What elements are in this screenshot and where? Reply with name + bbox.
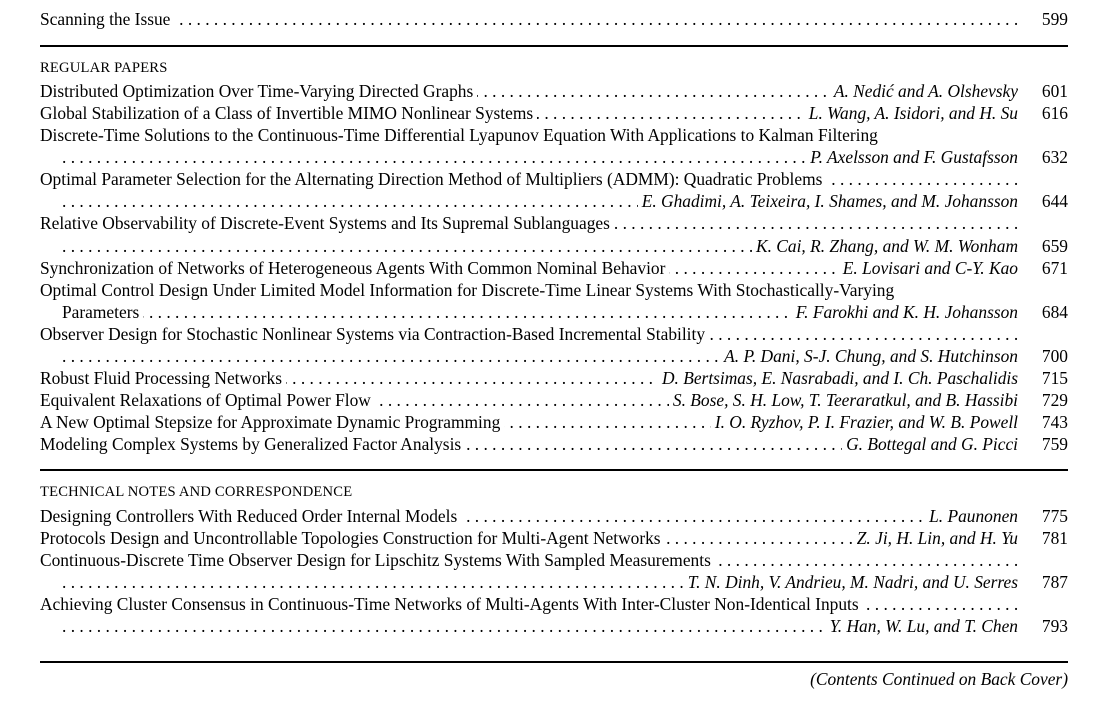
toc-entry-continuation[interactable] xyxy=(62,615,1068,637)
entry-page: 632 xyxy=(1041,147,1068,167)
entry-title: Achieving Cluster Consensus in Continuous-Time Networks of Multi-Agents With Inter-Cluster Non-Identical Inputs xyxy=(40,593,863,615)
toc-entry-title-line[interactable] xyxy=(40,212,1068,234)
toc-entry-title-line[interactable] xyxy=(40,168,1068,190)
toc-entry-title-line[interactable] xyxy=(40,549,1068,571)
entry-title: Optimal Parameter Selection for the Alternating Direction Method of Multipliers (ADMM): Quadratic Problems xyxy=(40,168,826,190)
entry-page: 787 xyxy=(1041,572,1068,592)
entry-title-continued: Parameters xyxy=(62,301,143,323)
entry-title: A New Optimal Stepsize for Approximate Dynamic Programming xyxy=(40,411,504,433)
toc-entry-title-line[interactable] xyxy=(40,124,1068,146)
entry-page: 644 xyxy=(1041,191,1068,211)
toc-entry-continuation[interactable] xyxy=(62,345,1068,367)
toc-entry[interactable] xyxy=(40,411,1068,433)
section-divider xyxy=(40,469,1068,471)
dot-leader xyxy=(40,8,1018,30)
entry-authors: K. Cai, R. Zhang, and W. M. Wonham xyxy=(752,235,1018,257)
toc-entry[interactable] xyxy=(40,257,1068,279)
entry-authors: G. Bottegal and G. Picci xyxy=(842,433,1018,455)
entry-title: Discrete-Time Solutions to the Continuous-Time Differential Lyapunov Equation With Applications to Kalman Filtering xyxy=(40,124,882,146)
entry-authors: D. Bertsimas, E. Nasrabadi, and I. Ch. Paschalidis xyxy=(658,367,1018,389)
entry-page: 775 xyxy=(1041,506,1068,526)
entry-authors: F. Farokhi and K. H. Johansson xyxy=(792,301,1018,323)
entry-page: 616 xyxy=(1041,103,1068,123)
entry-page: 715 xyxy=(1041,368,1068,388)
entry-title: Robust Fluid Processing Networks xyxy=(40,367,286,389)
entry-authors: I. O. Ryzhov, P. I. Frazier, and W. B. Powell xyxy=(711,411,1018,433)
toc-entry-title-line[interactable] xyxy=(40,279,1068,301)
toc-entry-title-line[interactable] xyxy=(40,323,1068,345)
entry-authors: L. Paunonen xyxy=(925,505,1018,527)
entry-title: Protocols Design and Uncontrollable Topologies Construction for Multi-Agent Networks xyxy=(40,527,665,549)
entry-authors: Y. Han, W. Lu, and T. Chen xyxy=(826,615,1018,637)
section-divider xyxy=(40,661,1068,663)
toc-entry[interactable] xyxy=(40,505,1068,527)
entry-title: Optimal Control Design Under Limited Model Information for Discrete-Time Linear Systems With Stochastically-Varying xyxy=(40,279,898,301)
toc-entry[interactable] xyxy=(40,367,1068,389)
entry-page: 659 xyxy=(1041,236,1068,256)
toc-entry-scanning[interactable] xyxy=(40,8,1068,30)
section-divider xyxy=(40,45,1068,47)
toc-entry[interactable] xyxy=(40,80,1068,102)
entry-title: Continuous-Discrete Time Observer Design for Lipschitz Systems With Sampled Measurements xyxy=(40,549,715,571)
entry-page: 599 xyxy=(1041,9,1068,29)
entry-authors: E. Ghadimi, A. Teixeira, I. Shames, and M. Johansson xyxy=(638,190,1018,212)
toc-entry[interactable] xyxy=(40,527,1068,549)
toc-entry-continuation[interactable] xyxy=(62,235,1068,257)
entry-page: 671 xyxy=(1041,258,1068,278)
entry-authors: S. Bose, S. H. Low, T. Teeraratkul, and B. Hassibi xyxy=(669,389,1018,411)
entry-page: 743 xyxy=(1041,412,1068,432)
section-heading-regular: REGULAR PAPERS xyxy=(40,60,168,76)
entry-authors: P. Axelsson and F. Gustafsson xyxy=(806,146,1018,168)
entry-authors: Z. Ji, H. Lin, and H. Yu xyxy=(853,527,1018,549)
entry-title: Distributed Optimization Over Time-Varying Directed Graphs xyxy=(40,80,477,102)
toc-entry-continuation[interactable] xyxy=(62,190,1068,212)
entry-page: 700 xyxy=(1041,346,1068,366)
entry-title: Relative Observability of Discrete-Event Systems and Its Supremal Sublanguages xyxy=(40,212,614,234)
entry-title: Scanning the Issue xyxy=(40,8,174,30)
entry-title: Global Stabilization of a Class of Invertible MIMO Nonlinear Systems xyxy=(40,102,537,124)
section-heading-technical: TECHNICAL NOTES AND CORRESPONDENCE xyxy=(40,484,353,500)
entry-page: 729 xyxy=(1041,390,1068,410)
entry-authors: A. Nedić and A. Olshevsky xyxy=(830,80,1018,102)
entry-title: Equivalent Relaxations of Optimal Power Flow xyxy=(40,389,375,411)
entry-page: 759 xyxy=(1041,434,1068,454)
entry-title: Designing Controllers With Reduced Order Internal Models xyxy=(40,505,461,527)
toc-entry-continuation[interactable] xyxy=(62,146,1068,168)
toc-entry[interactable] xyxy=(40,102,1068,124)
toc-entry[interactable] xyxy=(40,433,1068,455)
entry-title: Modeling Complex Systems by Generalized Factor Analysis xyxy=(40,433,465,455)
entry-authors: E. Lovisari and C-Y. Kao xyxy=(839,257,1018,279)
entry-page: 781 xyxy=(1041,528,1068,548)
entry-authors: T. N. Dinh, V. Andrieu, M. Nadri, and U. Serres xyxy=(684,571,1018,593)
toc-entry-continuation[interactable] xyxy=(62,301,1068,323)
toc-entry-title-line[interactable] xyxy=(40,593,1068,615)
entry-page: 684 xyxy=(1041,302,1068,322)
entry-title: Synchronization of Networks of Heterogeneous Agents With Common Nominal Behavior xyxy=(40,257,669,279)
toc-entry[interactable] xyxy=(40,389,1068,411)
entry-title: Observer Design for Stochastic Nonlinear Systems via Contraction-Based Incremental Stability xyxy=(40,323,709,345)
toc-entry-continuation[interactable] xyxy=(62,571,1068,593)
contents-continued-note: (Contents Continued on Back Cover) xyxy=(810,669,1068,689)
entry-authors: A. P. Dani, S-J. Chung, and S. Hutchinson xyxy=(720,345,1018,367)
entry-page: 601 xyxy=(1041,81,1068,101)
entry-page: 793 xyxy=(1041,616,1068,636)
entry-authors: L. Wang, A. Isidori, and H. Su xyxy=(805,102,1018,124)
